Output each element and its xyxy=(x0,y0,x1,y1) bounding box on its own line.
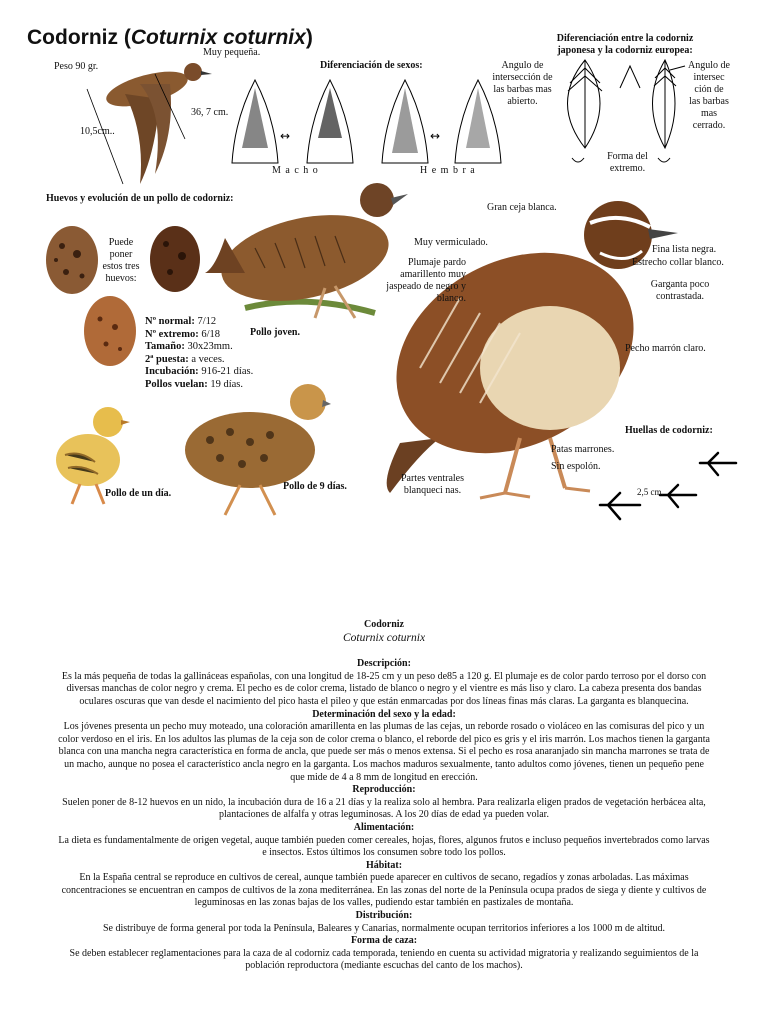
fact-label: 2ª puesta: xyxy=(145,353,189,365)
fact-value: a veces. xyxy=(191,353,225,365)
label-plumaje: Plumaje pardo amarillento muy jaspeado de negro y blanco. xyxy=(386,257,466,304)
section-heading: Distribución: xyxy=(355,910,413,922)
heading-diferenciacion-japonesa: Diferenciación entre la codorniz japonesa y la codorniz europea: xyxy=(556,33,694,56)
fact-value: 19 días. xyxy=(210,378,244,390)
heading-huevos: Huevos y evolución de un pollo de codorniz: xyxy=(46,193,234,204)
section-heading: Determinación del sexo y la edad: xyxy=(312,708,456,720)
label-angulo-cerrado: Angulo de intersec ción de las barbas mas cerrado. xyxy=(688,60,730,131)
fact-row xyxy=(145,316,253,329)
page-title: Codorniz (Coturnix coturnix) xyxy=(27,26,313,49)
label-muy-pequena: Muy pequeña. xyxy=(203,47,261,58)
text-title: Codorniz xyxy=(364,619,404,630)
label-pollo-9-dias: Pollo de 9 días. xyxy=(283,481,347,492)
fact-row xyxy=(145,341,253,354)
title-scientific: Coturnix coturnix xyxy=(130,26,306,49)
label-forma-extremo: Forma del extremo. xyxy=(607,151,648,174)
label-macho: M a c h o xyxy=(272,165,319,176)
section-body: Los jóvenes presenta un pecho muy moteado, una coloración amarillenta en las plumas de las cejas, un reborde rosado o violáceo en las comisuras del pico y un color verdoso en el iris. En los adultos las plumas de la ceja son de color crema o blanco, el reborde del pico es gris y el iris marrón. Los machos tienen la garganta blanca con una mancha negra característica en forma de ancla, que puede ser más o menos extensa. Si el pecho es rosa anaranjado sin mancha marrones se trata de un macho, aunque no posea el característico ancla negro en la garganta. Los machos maduros sexualmente, tanto adultos como jóvenes, tienen un pequeño pene que mide de 4 a 8 mm de longitud en erección. xyxy=(58,721,710,783)
label-puede-poner: Puede poner estos tres huevos: xyxy=(102,237,140,284)
label-peso: Peso 90 gr. xyxy=(54,61,99,72)
label-pecho: Pecho marrón claro. xyxy=(625,343,706,354)
label-collar: Estrecho collar blanco. xyxy=(632,257,724,268)
description-text xyxy=(58,619,710,973)
label-hembra: H e m b r a xyxy=(420,165,476,176)
label-lista: Fina lista negra. xyxy=(652,244,717,255)
egg-illustration-3 xyxy=(82,294,138,368)
label-alto: 10,5cm.. xyxy=(80,126,115,137)
throat-patterns-illustration xyxy=(230,78,505,168)
label-vermiculado: Muy vermiculado. xyxy=(414,237,488,248)
section-heading: Alimentación: xyxy=(353,821,415,833)
heading-diferenciacion-sexos: Diferenciación de sexos: xyxy=(320,60,423,71)
section-heading: Forma de caza: xyxy=(350,935,418,947)
label-pollo-joven: Pollo joven. xyxy=(250,327,300,338)
label-patas: Patas marrones. xyxy=(551,444,615,455)
label-largo: 36, 7 cm. xyxy=(191,107,229,118)
fact-label: Tamaño: xyxy=(145,341,185,352)
section-body: Se distribuye de forma general por toda la Península, Baleares y Canarias, normalmente ocupan territorios inferiores a los 1000 m de altitud. xyxy=(102,922,666,934)
arrow-icon-2: ↔ xyxy=(430,129,441,143)
heading-huellas: Huellas de codorniz: xyxy=(625,425,713,436)
egg-illustration-2 xyxy=(148,224,202,294)
section-heading: Reproducción: xyxy=(352,784,416,796)
footprints-icon xyxy=(596,445,741,527)
arrow-icon: ↔ xyxy=(280,129,291,143)
fact-label: Nº extremo: xyxy=(145,328,199,340)
chick-nine-days-illustration xyxy=(180,380,332,522)
flying-quail-illustration xyxy=(85,44,225,194)
section-body: Suelen poner de 8-12 huevos en un nido, la incubación dura de 16 a 21 días y la realiza solo al hembra. Para realizarla eligen prados de vegetación herbácea alta, plantaciones de alfalfa y otras leguminosas. A los 20 días de edad ya pueden volar. xyxy=(62,796,706,821)
section-body: En la España central se reproduce en cultivos de cereal, aunque también puede aparecer en cultivos de secano, regadíos y zonas arboladas. Las máximas concentraciones se encuentran en campos de cultivos de la zona mediterránea. En las zonas del norte de la Península ocupa prados de siega y diente y cultivos de leguminosas en las zonas bajas de los valles, pudiendo estar también en pastizales de montaña. xyxy=(61,872,707,909)
label-ventrales: Partes ventrales blanqueci nas. xyxy=(400,473,465,496)
egg-illustration xyxy=(44,224,100,296)
fact-row xyxy=(145,366,253,379)
text-subtitle: Coturnix coturnix xyxy=(342,631,426,644)
fact-row xyxy=(145,329,253,342)
fact-value: 6/18 xyxy=(201,328,221,340)
section-body: Es la más pequeña de todas la gallináceas españolas, con una longitud de 18-25 cm y un peso de85 a 120 g. El plumaje es de color pardo terroso por el dorso con diversas manchas de color negro y crema. El pecho es de color crema, listado de blanco o negro y el vientre es más liso y claro. La cabeza presenta dos bandas oculares oscuras que van desde el nacimiento del pico hasta el pileo y que están enmarcadas por dos líneas finas más claras. La garganta es blanquecina. xyxy=(61,670,707,707)
section-body: Se deben establecer reglamentaciones para la caza de al codorniz cada temporada, teniendo en cuenta su actividad migratoria y realizando seguimientos de la población reproductora (mediante escuchas del canto de los machos). xyxy=(69,947,699,972)
section-heading: Descripción: xyxy=(357,658,411,670)
label-garganta: Garganta poco contrastada. xyxy=(650,279,710,302)
section-heading: Hábitat: xyxy=(365,859,403,871)
fact-value: 7/12 xyxy=(197,316,217,327)
fact-row xyxy=(145,354,253,367)
fact-value: 30x23mm. xyxy=(187,341,233,352)
label-espolon: Sin espolón. xyxy=(551,461,601,472)
label-pollo-un-dia: Pollo de un día. xyxy=(105,488,172,499)
title-common: Codorniz xyxy=(27,26,118,49)
fact-label: Incubación: xyxy=(145,366,199,377)
label-ceja: Gran ceja blanca. xyxy=(487,202,557,213)
fact-label: Pollos vuelan: xyxy=(145,378,208,390)
fact-value: 916-21 días. xyxy=(201,366,254,377)
label-angulo-abierto: Angulo de intersección de las barbas mas abierto. xyxy=(492,60,553,107)
section-body: La dieta es fundamentalmente de origen vegetal, auque también pueden comer cereales, hojas, flores, algunos frutos e incluso pequeños invertebrados como larvas e insectos. Estos últimos los consumen sobre todo los pollos. xyxy=(58,834,710,859)
fact-label: Nº normal: xyxy=(145,316,195,327)
label-huella-medida: 2,5 cm. xyxy=(637,487,664,497)
